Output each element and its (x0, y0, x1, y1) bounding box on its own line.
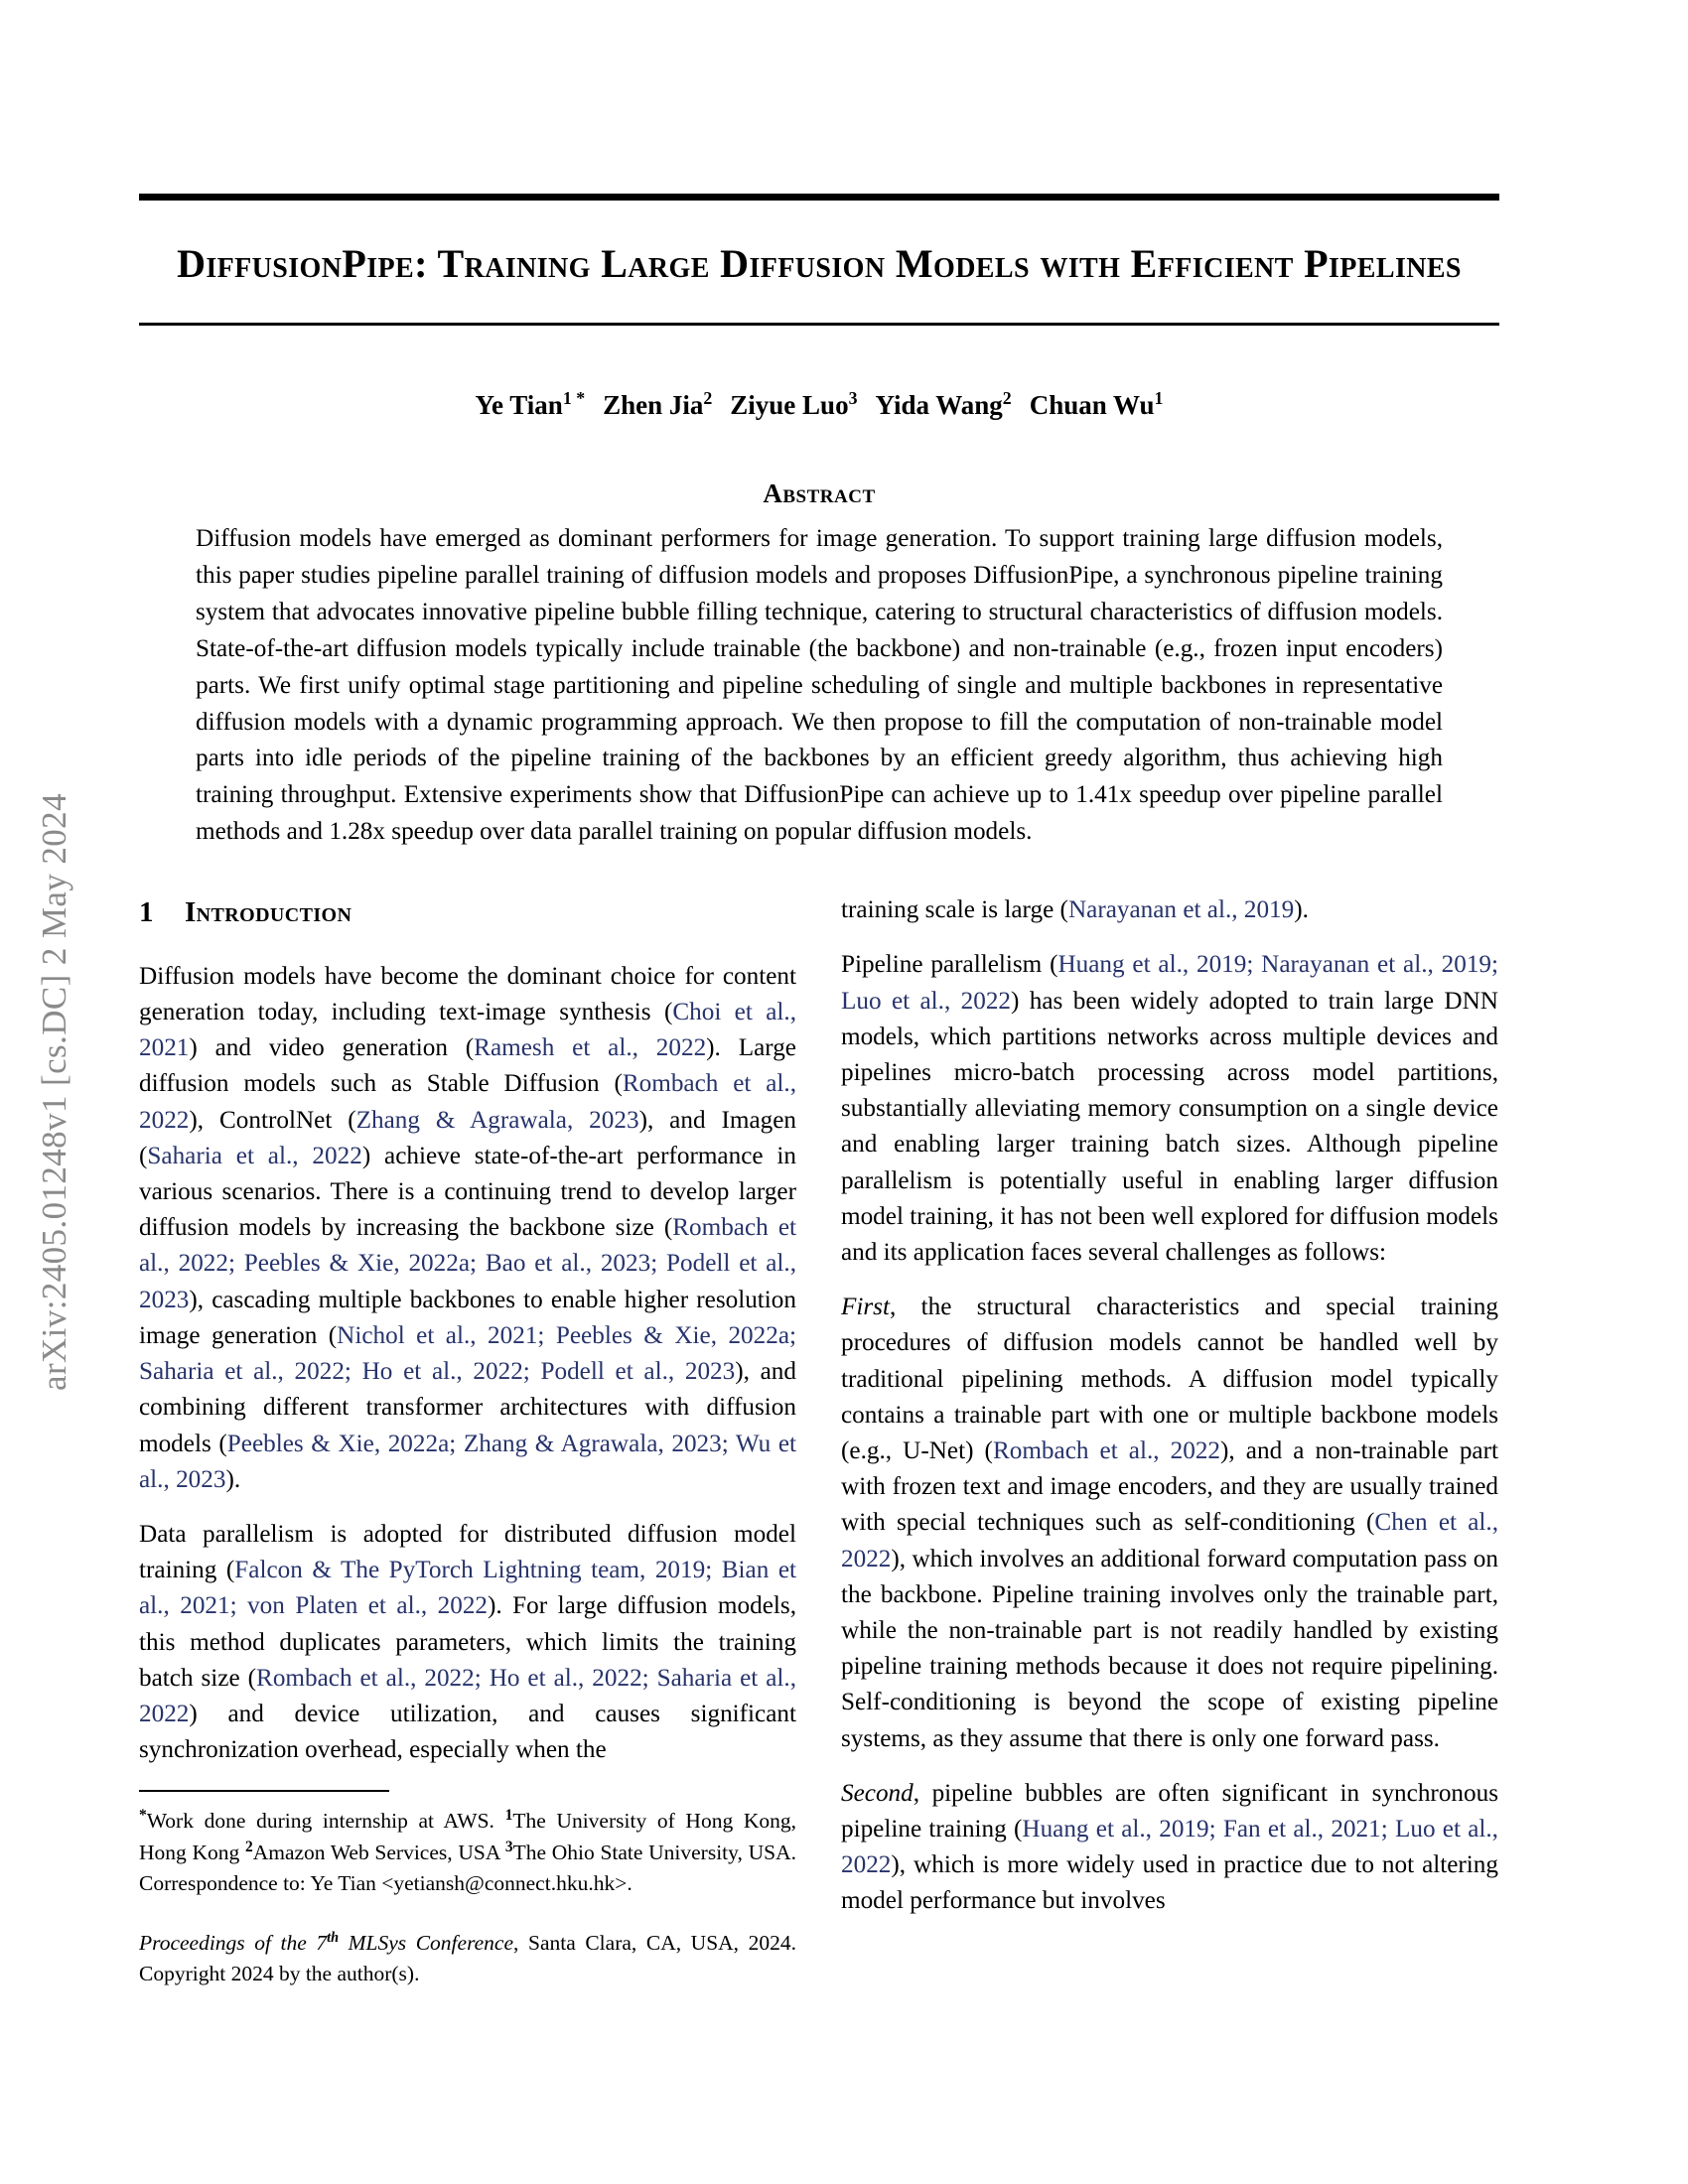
right-column (841, 892, 1498, 2183)
author-5-marks: 1 (1154, 387, 1164, 408)
text-run: Pipeline parallelism ( (841, 951, 1058, 979)
footnote-affiliations (139, 1805, 796, 1898)
left-column (139, 892, 796, 2183)
text-run: , the structural characteristics and special training procedures of diffusion models cannot be handled well by traditional pipelining methods. A diffusion model typically contains a trainable part with one or multiple backbone models (e.g., U-Net) ( (841, 1294, 1498, 1465)
text-run: ), and combining different transformer architectures with diffusion models ( (139, 1358, 796, 1457)
citation-link[interactable]: Falcon & The PyTorch Lightning team, 2019; Bian et al., 2021; von Platen et al., 2022 (139, 1557, 797, 1620)
author-2-name: Zhen Jia (603, 389, 704, 420)
authors-list (139, 387, 1499, 423)
citation-link[interactable]: Nichol et al., 2021; Peebles & Xie, 2022a; Saharia et al., 2022; Ho et al., 2022; Podell et al., 2023 (139, 1321, 796, 1386)
ordinal-suffix: th (327, 1930, 340, 1947)
page-title: DiffusionPipe: Training Large Diffusion Models with Efficient Pipelines (177, 241, 1462, 286)
text-run: training scale is large ( (841, 896, 1068, 924)
citation-link[interactable]: Narayanan et al., 2019 (1067, 896, 1295, 924)
citation-link[interactable]: Huang et al., 2019; Fan et al., 2021; Luo et al., 2022 (841, 1816, 1498, 1879)
arxiv-stamp (0, 0, 109, 2184)
ordinal-base: 7 (316, 1931, 328, 1956)
section-title: Introduction (185, 896, 352, 929)
affiliation-marker-2: 2 (244, 1839, 253, 1855)
author-2-marks: 2 (703, 387, 713, 408)
author-5-name: Chuan Wu (1029, 389, 1155, 420)
paper-page (139, 0, 1499, 2184)
paragraph-right-1 (841, 892, 1498, 928)
text-run: , pipeline bubbles are often significant in synchronous pipeline training ( (841, 1779, 1498, 1843)
citation-link[interactable]: Chen et al., 2022 (841, 1509, 1498, 1572)
text-run: ), and Imagen ( (139, 1106, 797, 1169)
author-4-name: Yida Wang (875, 389, 1003, 420)
citation-link[interactable]: Rombach et al., 2022; Peebles & Xie, 2022a; Bao et al., 2023; Podell et al., 2023 (139, 1214, 796, 1313)
text-run: ) and video generation ( (189, 1034, 475, 1062)
citation-link[interactable]: Peebles & Xie, 2022a; Zhang & Agrawala, 2023; Wu et al., 2023 (139, 1430, 796, 1493)
abstract-block (139, 478, 1499, 851)
section-number: 1 (139, 896, 154, 929)
text-run: Diffusion models have become the dominant choice for content generation today, including text-image synthesis ( (139, 962, 796, 1026)
text-run: ) achieve state-of-the-art performance in various scenarios. There is a continuing trend to develop larger diffusion models by increasing the backbone size ( (139, 1142, 796, 1242)
citation-link[interactable]: Saharia et al., 2022 (147, 1142, 362, 1169)
text-run: Proceedings of the (139, 1931, 307, 1956)
text-run: ) has been widely adopted to train large DNN models, which partitions networks across multiple devices and pipelines micro-batch processing across model partitions, substantially alleviating memory consumption on a single device and enabling larger training batch sizes. Although pipeline parallelism is potentially useful in enabling larger diffusion model training, it has not been well explored for diffusion models and its application faces several challenges as follows: (841, 987, 1498, 1267)
paragraph-intro-2 (139, 1517, 796, 1768)
citation-link[interactable]: Ramesh et al., 2022 (474, 1034, 707, 1062)
paragraph-right-3 (841, 1290, 1498, 1757)
text-run: ). Large diffusion models such as Stable Diffusion ( (139, 1034, 796, 1098)
title-block (139, 201, 1499, 323)
text-run: ), which is more widely used in practice due to not altering model performance but involves (841, 1851, 1498, 1915)
paragraph-right-2 (841, 947, 1498, 1271)
emphasis-first: First (841, 1294, 890, 1321)
title-bottom-rule (139, 323, 1499, 326)
title-top-rule (139, 194, 1499, 201)
author-2 (603, 387, 713, 420)
text-run: Work done during internship at AWS. (146, 1809, 505, 1834)
citation-link[interactable]: Choi et al., 2021 (139, 999, 796, 1062)
text-run: ), which involves an additional forward computation pass on the backbone. Pipeline training involves only the trainable part, while the non-trainable part is not readily handled by existing pipeline training methods because it does not require pipelining. Self-conditioning is beyond the scope of existing pipeline systems, as they assume that there is only one forward pass. (841, 1545, 1498, 1752)
text-run: Data parallelism is adopted for distributed diffusion model training ( (139, 1520, 796, 1584)
proceedings-note (139, 1928, 796, 1988)
body-columns (139, 892, 1499, 2183)
text-run: ) and device utilization, and causes significant synchronization overhead, especially when the (139, 1700, 796, 1764)
footnote-rule (139, 1790, 389, 1792)
author-4 (875, 387, 1012, 420)
citation-link[interactable]: Huang et al., 2019; Narayanan et al., 2019; Luo et al., 2022 (841, 951, 1499, 1015)
abstract-heading: Abstract (763, 478, 876, 508)
section-heading-introduction (139, 892, 796, 934)
affiliation-marker-3: 3 (504, 1839, 513, 1855)
text-run: The Ohio State University, USA. Correspondence to: Ye Tian <yetiansh@connect.hku.hk>. (139, 1841, 796, 1895)
author-3 (730, 387, 858, 420)
text-run: ). (1294, 896, 1309, 924)
text-run: ), and a non-trainable part with frozen text and image encoders, and they are usually trained with special techniques such as self-conditioning ( (841, 1437, 1499, 1537)
author-1-marks: 1 * (562, 387, 586, 408)
paragraph-right-4 (841, 1776, 1498, 1920)
author-1-name: Ye Tian (475, 389, 563, 420)
citation-link[interactable]: Rombach et al., 2022 (139, 1070, 796, 1134)
text-run: ). For large diffusion models, this method duplicates parameters, which limits the training batch size ( (139, 1592, 796, 1692)
abstract-text: Diffusion models have emerged as dominant performers for image generation. To support training large diffusion models, this paper studies pipeline parallel training of diffusion models and proposes DiffusionPipe, a synchronous pipeline training system that advocates innovative pipeline bubble filling technique, catering to structural characteristics of diffusion models. State-of-the-art diffusion models typically include trainable (the backbone) and non-trainable (e.g., frozen input encoders) parts. We first unify optimal stage partitioning and pipeline scheduling of single and multiple backbones in representative diffusion models with a dynamic programming approach. We then propose to fill the computation of non-trainable model parts into idle periods of the pipeline training of the backbones by an efficient greedy algorithm, thus achieving high training throughput. Extensive experiments show that DiffusionPipe can achieve up to 1.41x speedup over pipeline parallel methods and 1.28x speedup over data parallel training on popular diffusion models. (196, 524, 1443, 846)
footnote-asterisk: * (139, 1807, 147, 1825)
author-1 (475, 387, 586, 420)
citation-link[interactable]: Rombach et al., 2022 (992, 1437, 1221, 1465)
text-run: Amazon Web Services, USA (252, 1841, 505, 1865)
author-3-name: Ziyue Luo (730, 389, 849, 420)
text-run: MLSys Conference (348, 1931, 514, 1956)
footnote-block (139, 1790, 796, 1988)
citation-link[interactable]: Rombach et al., 2022; Ho et al., 2022; Saharia et al., 2022 (139, 1664, 797, 1727)
text-run: ), cascading multiple backbones to enable higher resolution image generation ( (139, 1286, 796, 1349)
paragraph-intro-1 (139, 959, 796, 1498)
text-run: The University of Hong Kong, Hong Kong (139, 1809, 797, 1865)
citation-link[interactable]: Zhang & Agrawala, 2023 (355, 1106, 639, 1134)
text-run: , Santa Clara, CA, USA, 2024. Copyright 2024 by the author(s). (139, 1931, 797, 1985)
text-run: ), ControlNet ( (189, 1106, 356, 1134)
arxiv-stamp-text: arXiv:2405.01248v1 [cs.DC] 2 May 2024 (35, 793, 73, 1391)
author-5 (1029, 387, 1164, 420)
text-run: ). (225, 1465, 241, 1493)
affiliation-marker-1: 1 (504, 1807, 513, 1825)
author-3-marks: 3 (848, 387, 858, 408)
emphasis-second: Second (841, 1779, 914, 1807)
author-4-marks: 2 (1002, 387, 1012, 408)
